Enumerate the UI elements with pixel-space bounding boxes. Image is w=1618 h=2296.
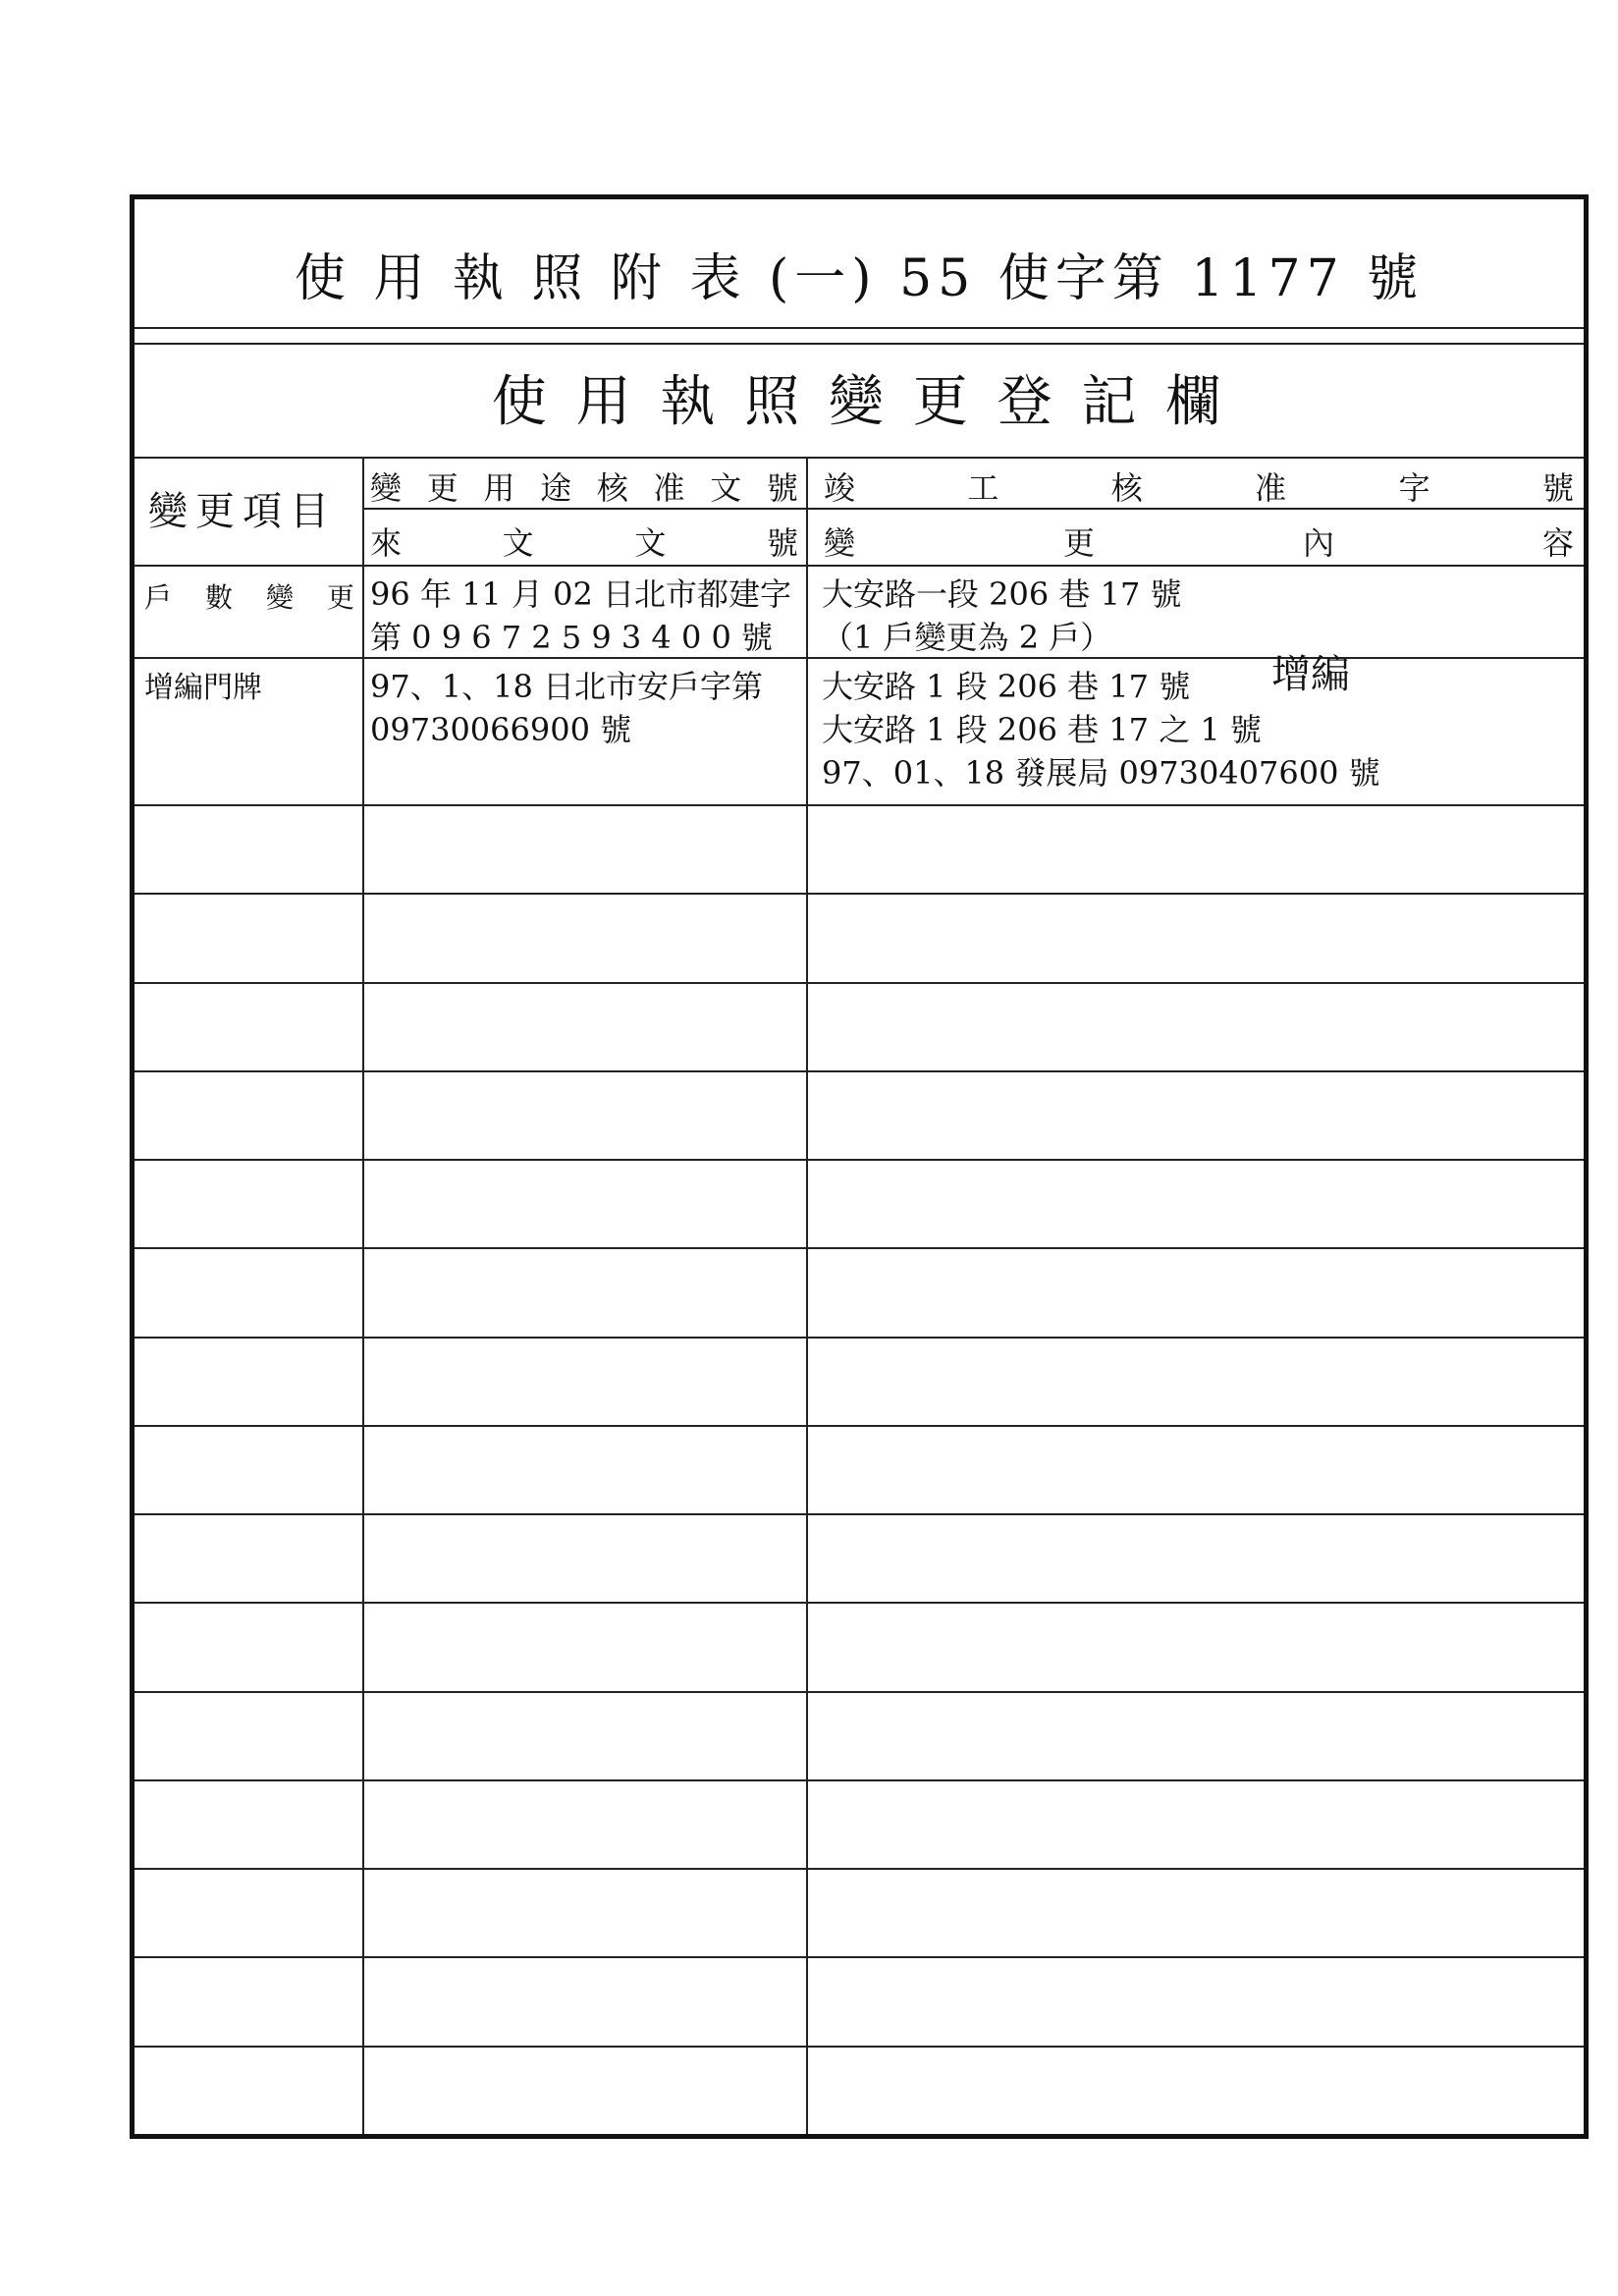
title-divider-2 xyxy=(135,343,1584,345)
char: 更 xyxy=(1062,524,1095,562)
char: 號 xyxy=(766,524,798,562)
char: 途 xyxy=(540,469,572,507)
entry-1-content-line-2: （1 戶變更為 2 戶） xyxy=(822,619,1112,656)
char: 變 xyxy=(824,524,856,562)
column-divider-1 xyxy=(362,457,364,2134)
char: 用 xyxy=(483,469,515,507)
char: 准 xyxy=(653,469,685,507)
header-mid-divider xyxy=(364,508,1584,510)
table-row-line xyxy=(135,1956,1584,1958)
table-row-line xyxy=(135,1779,1584,1781)
entry-2-item: 增編門牌 xyxy=(144,671,262,705)
char: 核 xyxy=(596,469,628,507)
subtitle-divider xyxy=(135,457,1584,459)
char: 文 xyxy=(502,524,534,562)
header-approval-no xyxy=(370,466,798,506)
table-row-line xyxy=(135,893,1584,895)
table-row-line xyxy=(135,1868,1584,1870)
table-row-line xyxy=(135,1691,1584,1693)
entry-1-divider xyxy=(135,657,1584,659)
char: 戶 xyxy=(144,581,173,614)
table-row-line xyxy=(135,1513,1584,1515)
table-row-line xyxy=(135,804,1584,806)
char: 數 xyxy=(204,581,233,614)
table-row-line xyxy=(135,1159,1584,1161)
header-item: 變更項目 xyxy=(148,489,337,534)
entry-2-content-line-3: 97、01、18 發展局 09730407600 號 xyxy=(822,754,1380,792)
table-row-line xyxy=(135,1070,1584,1072)
title-divider-1 xyxy=(135,327,1584,329)
char: 號 xyxy=(1541,469,1574,507)
char: 更 xyxy=(426,469,458,507)
char: 變 xyxy=(370,469,403,507)
char: 竣 xyxy=(824,469,856,507)
header-bottom-divider xyxy=(135,565,1584,567)
entry-2-doc-line-2: 09730066900 號 xyxy=(370,711,632,748)
entry-1-doc-line-2: 第 0 9 6 7 2 5 9 3 4 0 0 號 xyxy=(370,619,774,656)
char: 工 xyxy=(967,469,999,507)
entry-2-content-line-1: 大安路 1 段 206 巷 17 號 xyxy=(822,668,1191,705)
char: 文 xyxy=(634,524,667,562)
entry-1-item xyxy=(144,576,354,616)
entry-1-doc-line-1: 96 年 11 月 02 日北市都建字 xyxy=(370,575,792,613)
char: 字 xyxy=(1398,469,1430,507)
char: 准 xyxy=(1255,469,1287,507)
column-divider-2 xyxy=(806,457,808,2134)
char: 文 xyxy=(710,469,742,507)
table-row-line xyxy=(135,1247,1584,1249)
table-row-line xyxy=(135,2046,1584,2048)
entry-1-content-line-1: 大安路一段 206 巷 17 號 xyxy=(822,575,1182,613)
header-incoming-no xyxy=(370,521,798,561)
char: 核 xyxy=(1110,469,1143,507)
handwritten-note: 增編 xyxy=(1271,652,1350,697)
entry-2-content-line-2: 大安路 1 段 206 巷 17 之 1 號 xyxy=(822,711,1262,748)
table-row-line xyxy=(135,1602,1584,1604)
char: 號 xyxy=(766,469,798,507)
char: 來 xyxy=(370,524,403,562)
char: 變 xyxy=(265,581,294,614)
header-content xyxy=(824,521,1574,561)
char: 內 xyxy=(1302,524,1334,562)
table-row-line xyxy=(135,1425,1584,1427)
char: 容 xyxy=(1541,524,1574,562)
form-subtitle: 使 用 執 照 變 更 登 記 欄 xyxy=(491,370,1227,434)
table-row-line xyxy=(135,982,1584,984)
header-completion-no xyxy=(824,466,1574,506)
usage-permit-form xyxy=(130,194,1589,2139)
table-row-line xyxy=(135,1337,1584,1339)
entry-2-doc-line-1: 97、1、18 日北市安戶字第 xyxy=(370,668,763,705)
char: 更 xyxy=(326,581,354,614)
form-title: 使 用 執 照 附 表 (一) 55 使字第 1177 號 xyxy=(294,249,1425,308)
